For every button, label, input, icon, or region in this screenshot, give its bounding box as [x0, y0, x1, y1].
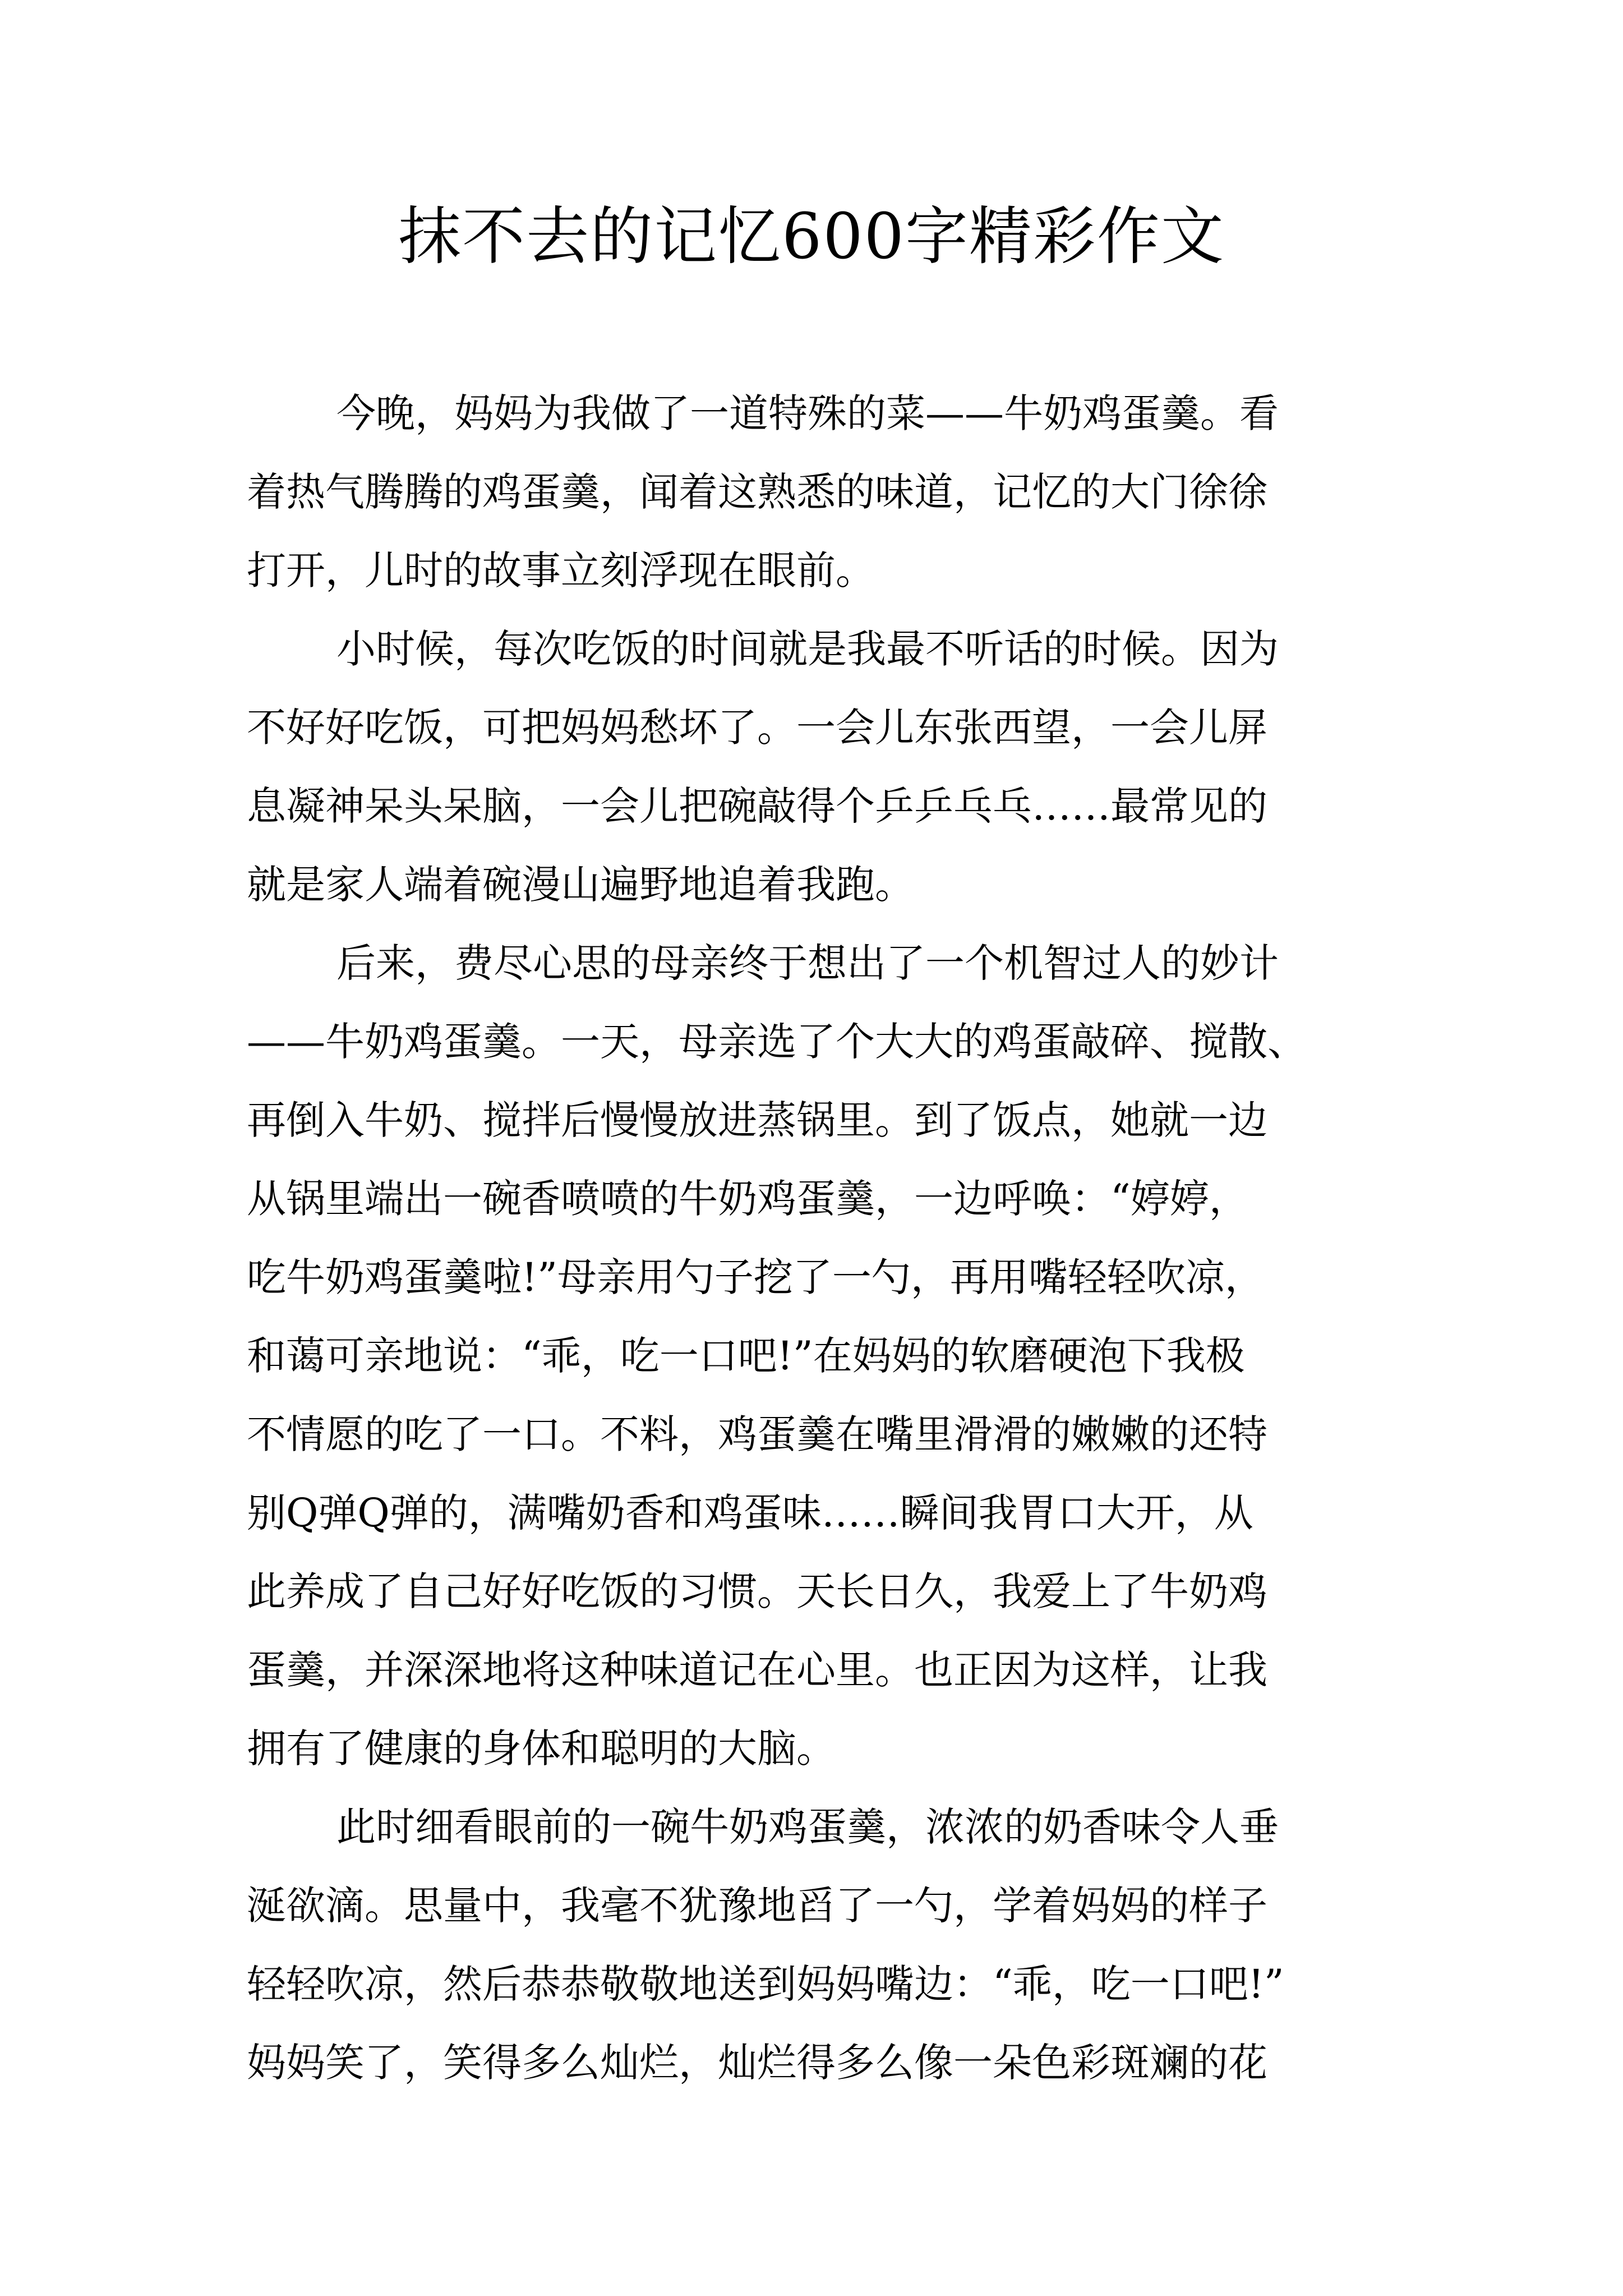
text-line: 妈妈笑了，笑得多么灿烂，灿烂得多么像一朵色彩斑斓的花: [247, 2040, 1267, 2086]
text-line: 轻轻吹凉，然后恭恭敬敬地送到妈妈嘴边：“乖，吃一口吧!”: [247, 1961, 1284, 2007]
text-line: 涎欲滴。思量中，我毫不犹豫地舀了一勺，学着妈妈的样子: [247, 1883, 1267, 1929]
text-line: 就是家人端着碗漫山遍野地追着我跑。: [247, 862, 914, 908]
text-line: 此养成了自己好好吃饭的习惯。天长日久，我爱上了牛奶鸡: [247, 1568, 1267, 1614]
text-line: 今晚，妈妈为我做了一道特殊的菜——牛奶鸡蛋羹。看: [336, 390, 1279, 436]
document-title: 抹不去的记忆600字精彩作文: [398, 200, 1225, 273]
text-line: 此时细看眼前的一碗牛奶鸡蛋羹，浓浓的奶香味令人垂: [336, 1804, 1279, 1850]
text-line: 从锅里端出一碗香喷喷的牛奶鸡蛋羹，一边呼唤：“婷婷，: [247, 1176, 1248, 1222]
text-line: 后来，费尽心思的母亲终于想出了一个机智过人的妙计: [336, 940, 1279, 986]
text-line: 不好好吃饭，可把妈妈愁坏了。一会儿东张西望，一会儿屏: [247, 705, 1267, 751]
text-line: 息凝神呆头呆脑，一会儿把碗敲得个乒乒乓乓……最常见的: [247, 783, 1267, 829]
text-line: 吃牛奶鸡蛋羹啦!”母亲用勺子挖了一勺，再用嘴轻轻吹凉，: [247, 1254, 1264, 1300]
text-line: 再倒入牛奶、搅拌后慢慢放进蒸锅里。到了饭点，她就一边: [247, 1097, 1267, 1143]
text-line: 蛋羹，并深深地将这种味道记在心里。也正因为这样，让我: [247, 1647, 1267, 1693]
text-line: 打开，儿时的故事立刻浮现在眼前。: [247, 547, 875, 593]
text-line: 着热气腾腾的鸡蛋羹，闻着这熟悉的味道，记忆的大门徐徐: [247, 469, 1267, 515]
text-line: 小时候，每次吃饭的时间就是我最不听话的时候。因为: [336, 626, 1279, 672]
text-line: ——牛奶鸡蛋羹。一天，母亲选了个大大的鸡蛋敲碎、搅散、: [247, 1019, 1307, 1065]
text-line: 和蔼可亲地说：“乖，吃一口吧!”在妈妈的软磨硬泡下我极: [247, 1333, 1245, 1379]
text-line: 别Q弹Q弹的，满嘴奶香和鸡蛋味……瞬间我胃口大开，从: [247, 1490, 1253, 1536]
text-line: 拥有了健康的身体和聪明的大脑。: [247, 1726, 836, 1772]
text-line: 不情愿的吃了一口。不料，鸡蛋羹在嘴里滑滑的嫩嫩的还特: [247, 1411, 1267, 1457]
